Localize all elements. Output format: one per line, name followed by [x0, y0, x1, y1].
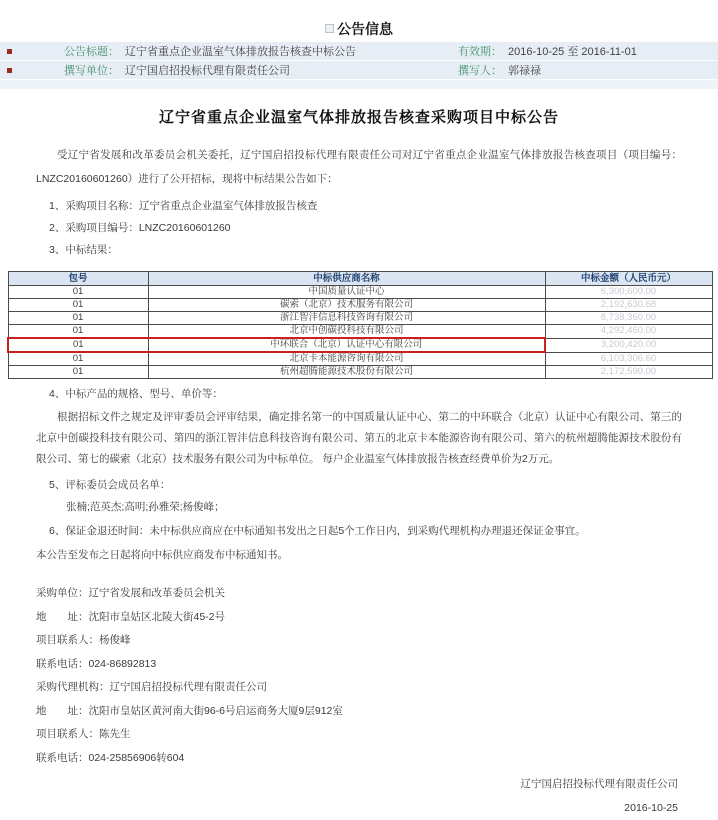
list-item-project-number: 2、采购项目编号：LNZC20160601260 — [49, 222, 231, 234]
announcement-section-title-text: 公告信息 — [337, 21, 393, 37]
table-row — [8, 325, 712, 339]
closing-statement: 本公告至发布之日起将向中标供应商发布中标通知书。 — [36, 549, 288, 561]
contact-line-purchaser-address: 地 址：沈阳市皇姑区北陵大街45-2号 — [36, 610, 226, 623]
table-row — [8, 366, 712, 379]
contact-line-purchaser: 采购单位：辽宁省发展和改革委员会机关 — [36, 587, 225, 599]
award-ranking-paragraph: 根据招标文件之规定及评审委员会评审结果，确定排名第一的中国质量认证中心、第二的中环联合（北京）认证中心有限公司、第三的北京中创碳投科技有限公司、第四的浙江智沣信息科技咨询有限公司、第五的北京卡本能源咨询有限公司、第六的杭州超腾能源技术股份有限公司、第七的碳索（北京）技术服务有限公司为中标单位。 每户企业温室气体排放报告核查经费单价为2万元。 — [36, 411, 682, 465]
contact-line-agency-phone: 联系电话：024-25856906转604 — [36, 751, 185, 764]
valid-period-value: 2016-10-25 至 2016-11-01 — [508, 46, 637, 58]
signature-company: 辽宁国启招投标代理有限责任公司 — [520, 778, 678, 790]
amount-cell: 6,300,600.00 — [545, 286, 712, 299]
supplier-cell: 北京中创碳投科技有限公司 — [148, 325, 545, 339]
amount-cell: 3,200,420.00 — [545, 338, 712, 352]
header-supplier: 中标供应商名称 — [148, 272, 545, 286]
results-table — [7, 271, 713, 379]
intro-paragraph: 受辽宁省发展和改革委员会机关委托，辽宁国启招投标代理有限责任公司对辽宁省重点企业温室气体排放报告核查项目（项目编号：LNZC20160601260）进行了公开招标，现将中标结果公告如下： — [36, 149, 682, 185]
package-cell: 01 — [8, 312, 148, 325]
supplier-cell: 浙江智沣信息科技咨询有限公司 — [148, 312, 545, 325]
announcement-title-label: 公告标题： — [64, 46, 119, 58]
meta-row-author — [0, 61, 718, 79]
header-amount: 中标金额（人民币元） — [545, 272, 712, 286]
meta-footer-strip — [0, 80, 718, 89]
author-label: 撰写人： — [458, 65, 502, 77]
list-item-deposit-refund: 6、保证金退还时间：未中标供应商应在中标通知书发出之日起5个工作日内，到采购代理机构办理退还保证金事宜。 — [49, 525, 586, 537]
package-cell: 01 — [8, 366, 148, 379]
announcement-meta — [0, 42, 718, 89]
signature-date: 2016-10-25 — [624, 802, 678, 814]
amount-cell: 4,292,460.00 — [545, 325, 712, 339]
amount-cell: 8,738,360.00 — [545, 312, 712, 325]
supplier-cell: 中国质量认证中心 — [148, 286, 545, 299]
amount-cell: 2,172,590.00 — [545, 366, 712, 379]
amount-cell: 2,192,630.68 — [545, 299, 712, 312]
list-item-project-name: 1、采购项目名称：辽宁省重点企业温室气体排放报告核查 — [49, 200, 318, 212]
contact-line-agency-person: 项目联系人：陈先生 — [36, 728, 131, 740]
table-header-row — [8, 272, 712, 286]
announcement-title-value: 辽宁省重点企业温室气体排放报告核查中标公告 — [125, 46, 356, 58]
red-square-bullet-icon — [7, 49, 12, 54]
table-row-highlighted — [8, 338, 712, 352]
author-org-label: 撰写单位： — [64, 65, 119, 77]
list-item-result-heading: 3、中标结果： — [49, 244, 118, 256]
contact-line-purchaser-phone: 联系电话：024-86892813 — [36, 657, 157, 670]
list-item-product-spec: 4、中标产品的规格、型号、单价等： — [49, 388, 223, 400]
page-root — [0, 20, 718, 820]
package-cell: 01 — [8, 286, 148, 299]
contact-line-purchaser-person: 项目联系人：杨俊峰 — [36, 634, 131, 646]
table-row — [8, 299, 712, 312]
list-item-evaluators: 5、评标委员会成员名单： — [49, 479, 171, 491]
meta-row-title — [0, 42, 718, 60]
signature-block — [36, 772, 682, 820]
header-package: 包号 — [8, 272, 148, 286]
document-title: 辽宁省重点企业温室气体排放报告核查采购项目中标公告 — [158, 109, 559, 126]
supplier-cell: 碳索（北京）技术服务有限公司 — [148, 299, 545, 312]
red-square-bullet-icon — [7, 68, 12, 73]
amount-cell: 6,103,306.60 — [545, 352, 712, 366]
contact-line-agency-address: 地 址：沈阳市皇姑区黄河南大街96-6号启运商务大厦9层912室 — [36, 704, 343, 717]
table-row — [8, 352, 712, 366]
table-row — [8, 312, 712, 325]
supplier-cell-highlighted: 中环联合（北京）认证中心有限公司 — [148, 338, 545, 352]
small-box-icon — [325, 24, 334, 33]
valid-period-label: 有效期： — [458, 46, 502, 58]
author-org-value: 辽宁国启招投标代理有限责任公司 — [125, 65, 290, 77]
package-cell: 01 — [8, 352, 148, 366]
supplier-cell: 北京卡本能源咨询有限公司 — [148, 352, 545, 366]
package-cell: 01 — [8, 325, 148, 339]
contact-line-agency: 采购代理机构：辽宁国启招投标代理有限责任公司 — [36, 681, 267, 693]
table-row — [8, 286, 712, 299]
evaluator-names: 张楠;范英杰;高明;孙雅荣;杨俊峰； — [66, 501, 225, 513]
announcement-section-title — [0, 20, 718, 38]
author-value: 郭禄禄 — [508, 65, 541, 77]
document-body — [0, 109, 718, 820]
package-cell: 01 — [8, 299, 148, 312]
contact-block — [36, 582, 682, 770]
package-cell: 01 — [8, 338, 148, 352]
supplier-cell: 杭州超腾能源技术股份有限公司 — [148, 366, 545, 379]
